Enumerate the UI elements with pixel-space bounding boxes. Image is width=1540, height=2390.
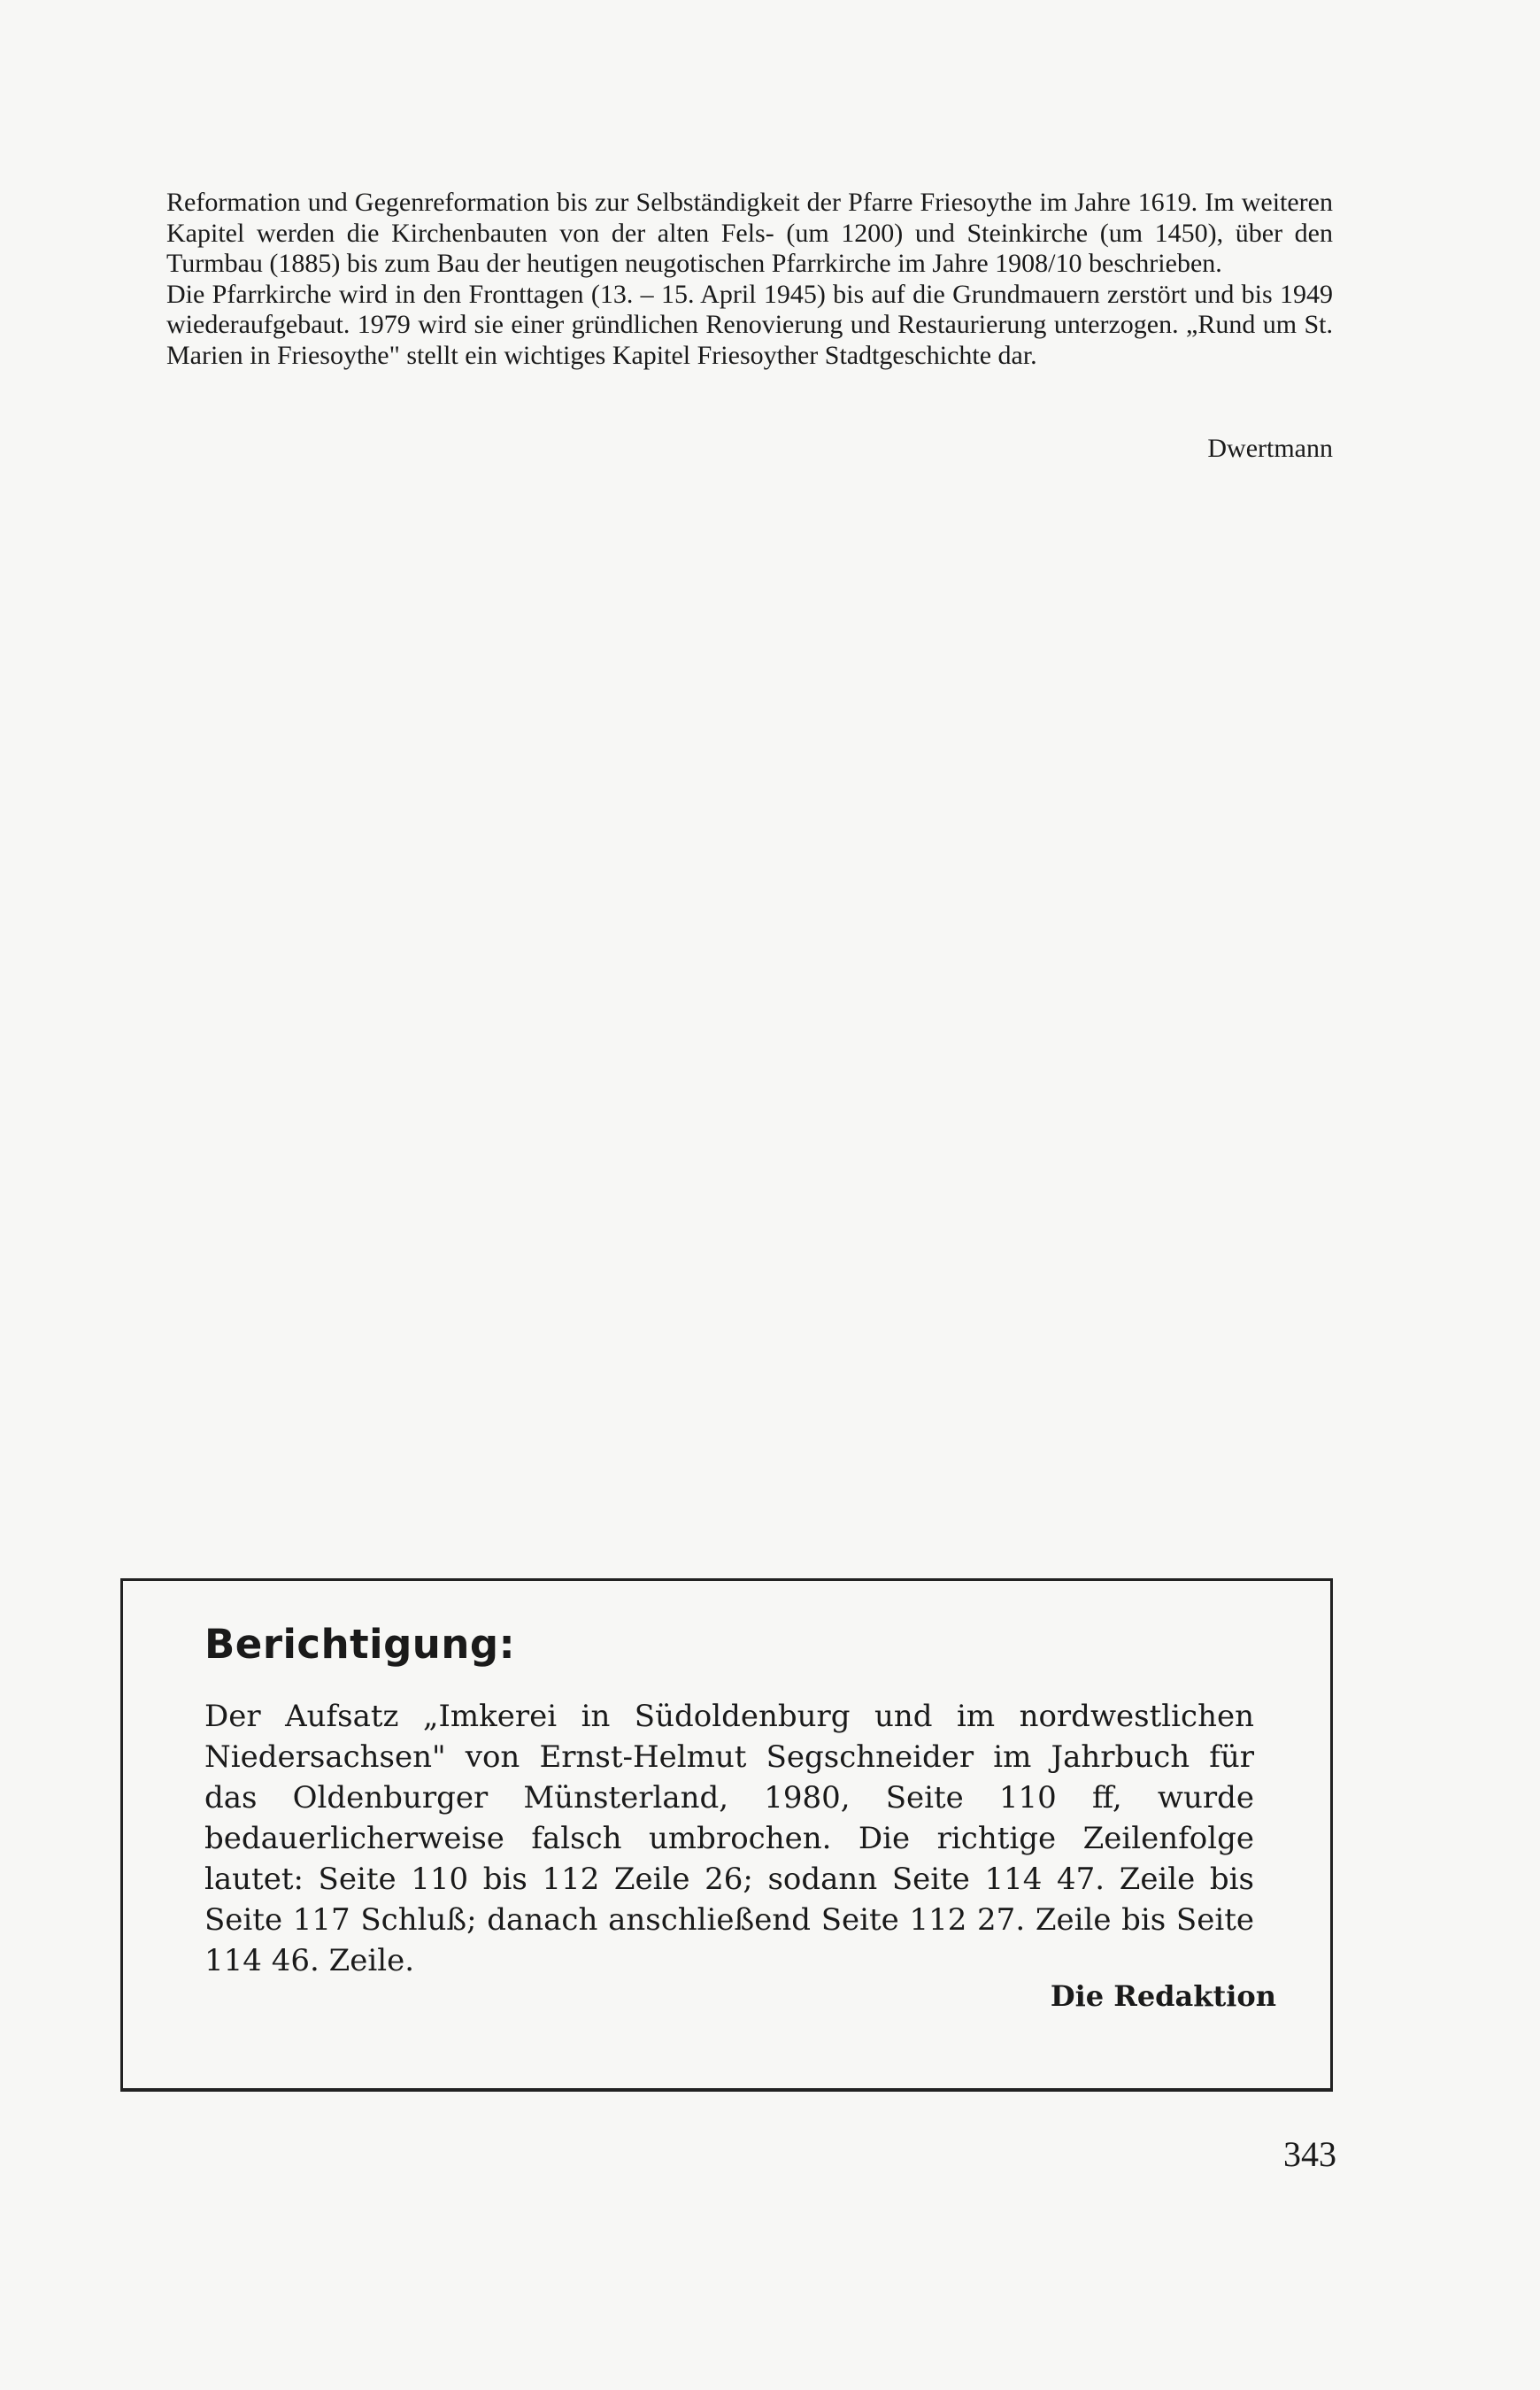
editorial-signature: Die Redaktion bbox=[1050, 1979, 1276, 2013]
correction-body bbox=[204, 1696, 1254, 1981]
paragraph: Reformation und Gegenreformation bis zur Selbständigkeit der Pfarre Friesoythe im Jahre 1619. Im weiteren Kapitel werden die Kirchenbauten von der alten Fels- (um 1200) und Steinkirche (um 1450), über den Turmbau (1885) bis zum Bau der heutigen neugotischen Pfarrkirche im Jahre 1908/10 beschrieben. bbox=[166, 188, 1333, 278]
author-signature: Dwertmann bbox=[1207, 434, 1333, 463]
page-number: 343 bbox=[1283, 2134, 1336, 2174]
correction-box bbox=[120, 1578, 1333, 2092]
correction-title: Berichtigung: bbox=[204, 1621, 516, 1668]
paragraph: Die Pfarrkirche wird in den Fronttagen (13. – 15. April 1945) bis auf die Grundmauern zerstört und bis 1949 wiederaufgebaut. 1979 wird sie einer gründlichen Renovierung und Restaurierung unterzogen. „Rund um St. Marien in Friesoythe" stellt ein wichtiges Kapitel Friesoyther Stadtgeschichte dar. bbox=[166, 279, 1333, 370]
correction-text: Der Aufsatz „Imkerei in Südoldenburg und im nordwestlichen Niedersachsen" von Ernst-Helmut Segschneider im Jahrbuch für das Oldenburger Münsterland, 1980, Seite 110 ff, wurde bedauerlicherweise falsch umbrochen. Die richtige Zeilenfolge lautet: Seite 110 bis 112 Zeile 26; sodann Seite 114 47. Zeile bis Seite 117 Schluß; danach anschließend Seite 112 27. Zeile bis Seite 114 46. Zeile. bbox=[204, 1699, 1254, 1978]
article-text bbox=[166, 188, 1333, 371]
